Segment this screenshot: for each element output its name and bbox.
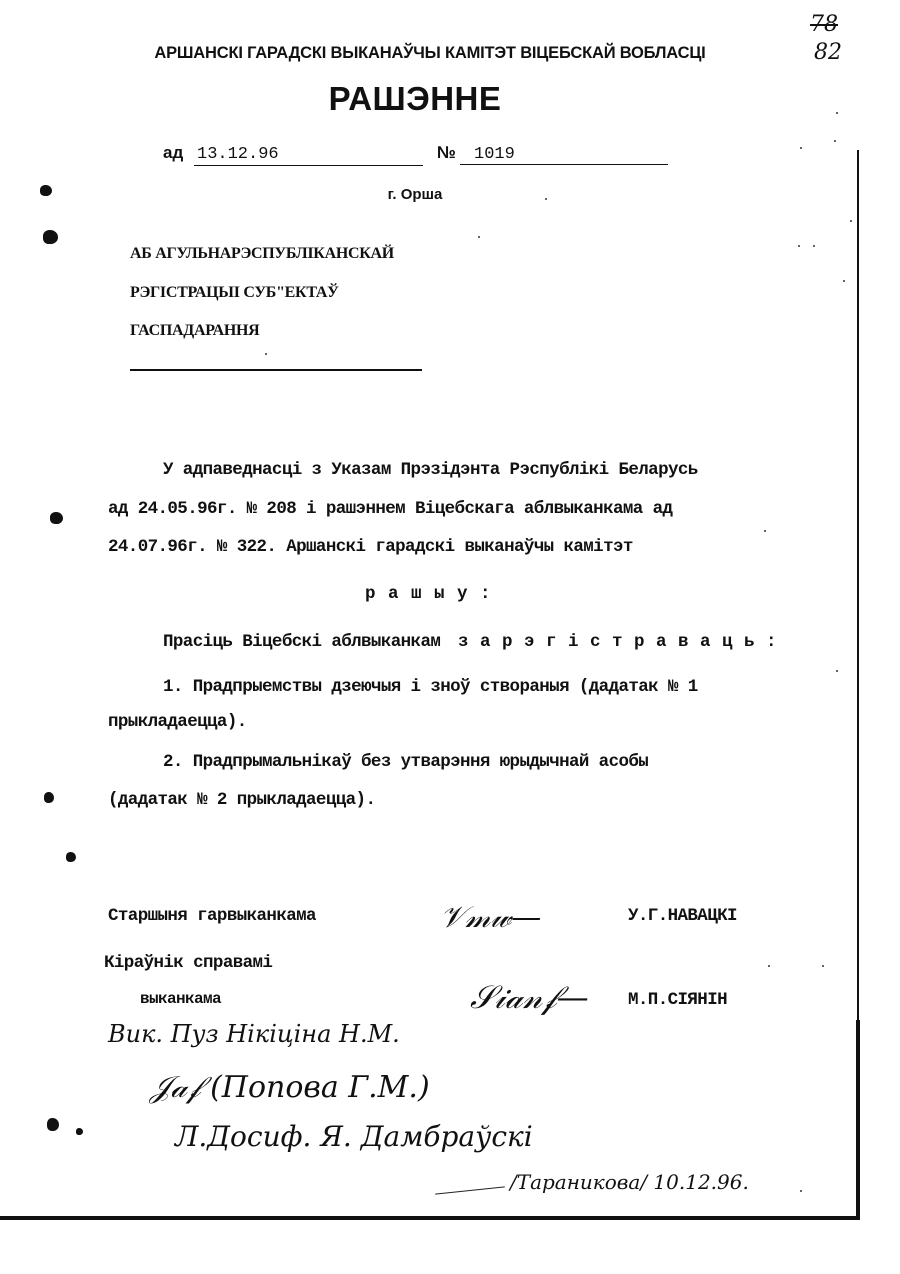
scan-blob [76,1128,83,1135]
subject-line-1: АБ АГУЛЬНАРЭСПУБЛІКАНСКАЙ [130,245,394,262]
scan-speck [836,112,838,114]
document-title: РАШЭННЕ [328,80,502,117]
handwritten-note-1: Вик. Пуз Нікіціна Н.М. [108,1020,400,1048]
item-1-line-1: 1. Прадпрыемствы дзеючыя і зноў створаныя (дадатак № 1 [163,677,698,697]
scan-blob [43,230,58,244]
scan-speck [822,965,824,967]
signatory-2-name: М.П.СІЯНІН [628,990,728,1010]
preamble-line-3: 24.07.96г. № 322. Аршанскі гарадскі выканаўчы камітэт [108,537,633,557]
handwritten-note-2 [150,1070,430,1105]
handwritten-note-4: /Тараникова/ 10.12.96. [510,1170,749,1194]
number-value [460,145,668,165]
date-value [194,145,423,166]
scan-speck [545,198,547,200]
scan-blob [47,1118,59,1131]
preamble-line-2: ад 24.05.96г. № 208 і рашэннем Віцебскага аблвыканкама ад [108,499,673,519]
scan-speck [798,245,800,247]
page-number: 82 [814,40,842,65]
handwritten-sig-mark: 𝒥𝒶𝒻 [150,1070,211,1105]
scan-speck [764,530,766,532]
scan-blob [44,792,54,803]
request-text: Прасіць Віцебскі аблвыканкам [163,632,441,652]
scan-speck [265,353,267,355]
scan-blob [66,852,76,862]
signature-1: 𝒱𝓂𝓌— [440,900,542,935]
scan-speck [834,140,836,142]
preamble-line-1: У адпаведнасці з Указам Прэзідэнта Рэспублікі Беларусь [163,460,698,480]
scan-speck [800,147,802,149]
city: г. Орша [387,186,443,203]
scan-speck [813,245,815,247]
page-number-struck: 78 [810,12,838,37]
request-action: з а р э г і с т р а в а ц ь : [458,632,778,652]
scan-speck [768,965,770,967]
scan-speck [836,670,838,672]
handwritten-note-3: Л.Досиф. Я. Дамбраўскі [175,1120,533,1153]
item-1-line-2: прыкладаецца). [108,712,247,732]
scan-speck [850,220,852,222]
scan-blob [50,512,63,524]
scan-blob [40,185,52,196]
handwritten-note-2-text: (Попова Г.М.) [210,1070,430,1105]
scan-speck [478,236,480,238]
signatory-2-role-line-2: выканкама [140,990,222,1008]
subject-underline [130,369,422,371]
date-text: 13.12.96 [197,145,279,164]
number-label: № [437,143,456,162]
signatory-2-role-line-1: Кіраўнік справамі [104,953,273,973]
scan-speck [843,280,845,282]
decides-word: р а ш ы у : [365,584,492,604]
page-edge-right-shadow [856,1020,860,1220]
subject-line-2: РЭГІСТРАЦЫІ СУБ"ЕКТАЎ [130,284,339,301]
signatory-1-role: Старшыня гарвыканкама [108,906,316,926]
item-2-line-1: 2. Прадпрымальнікаў без утварэння юрыдычнай асобы [163,752,649,772]
subject-line-3: ГАСПАДАРАННЯ [130,322,260,339]
handwritten-stroke [435,1186,505,1194]
signatory-1-name: У.Г.НАВАЦКІ [628,906,737,926]
date-label: ад [163,143,184,162]
page-edge-bottom [0,1216,860,1220]
number-text: 1019 [474,145,515,164]
issuing-authority: АРШАНСКІ ГАРАДСКІ ВЫКАНАЎЧЫ КАМІТЭТ ВІЦЕБСКАЙ ВОБЛАСЦІ [154,44,706,62]
item-2-line-2: (дадатак № 2 прыкладаецца). [108,790,376,810]
signature-2: 𝒮𝒾𝒶𝓃𝒻— [470,978,589,1016]
scan-speck [800,1190,802,1192]
